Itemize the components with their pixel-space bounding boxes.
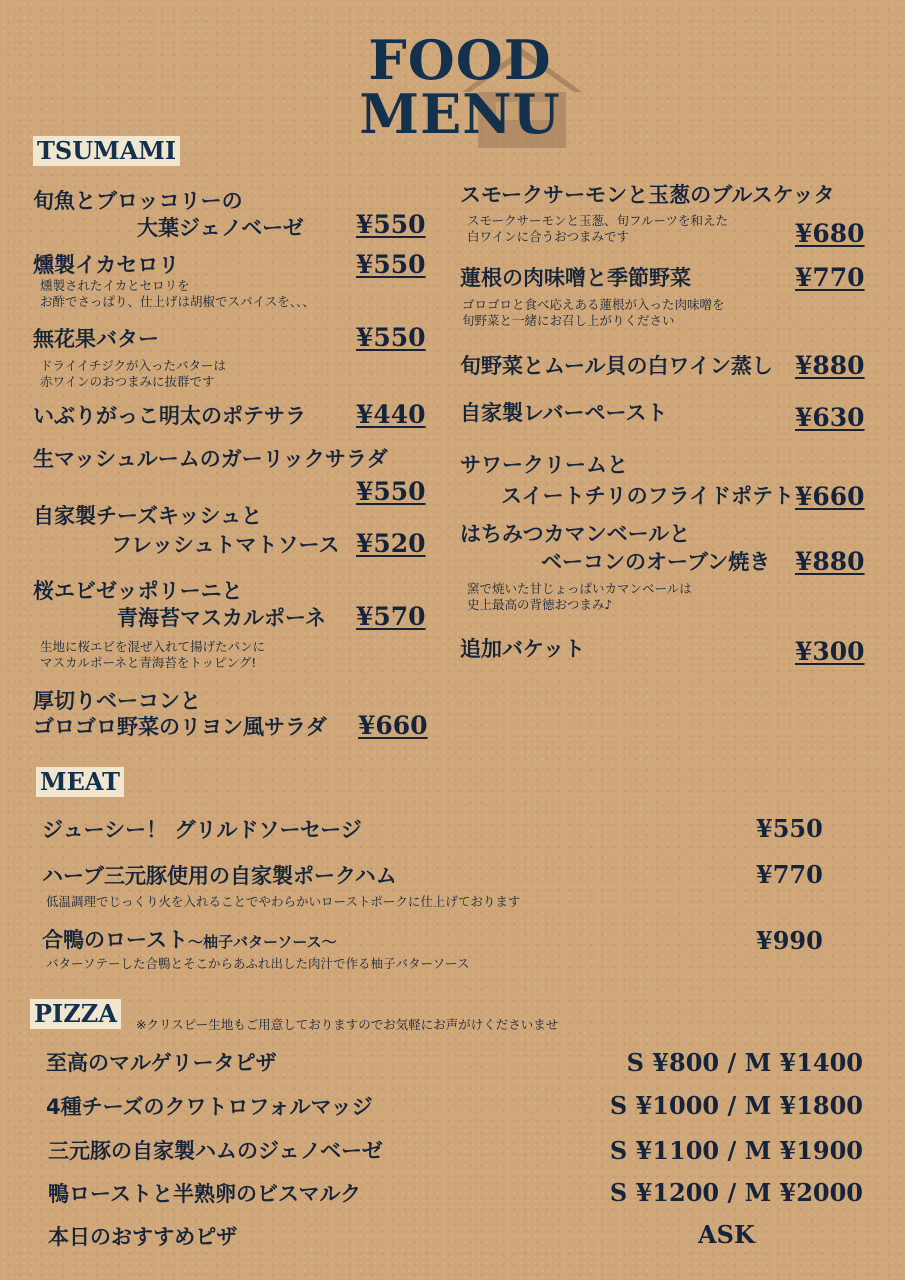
menu-item-name: ベーコンのオーブン焼き <box>541 550 771 574</box>
menu-item-price: ¥550 <box>356 323 426 352</box>
section-meat-heading: MEAT <box>36 767 124 797</box>
pizza-item-price: S ¥1000 / M ¥1800 <box>609 1091 863 1120</box>
pizza-item-price: S ¥800 / M ¥1400 <box>626 1048 863 1077</box>
menu-item-desc: ゴロゴロと食べ応えある蓮根が入った肉味噌を <box>462 297 725 312</box>
meat-item-price: ¥990 <box>756 926 823 955</box>
menu-item-name: フレッシュトマトソース <box>111 533 340 557</box>
pizza-note: ※クリスピー生地もご用意しておりますのでお気軽にお声がけくださいませ <box>136 1017 559 1032</box>
menu-item-desc: 白ワインに合うおつまみです <box>467 229 630 244</box>
menu-item-name: 燻製イカセロリ <box>33 253 180 277</box>
menu-item-name: 蓮根の肉味噌と季節野菜 <box>460 266 691 290</box>
menu-item-name: 桜エビゼッポリーニと <box>33 579 243 603</box>
menu-item-desc: スモークサーモンと玉葱、旬フルーツを和えた <box>467 213 729 228</box>
pizza-item-name: 至高のマルゲリータピザ <box>46 1051 277 1075</box>
meat-item-price: ¥770 <box>756 860 823 889</box>
menu-item-price: ¥550 <box>356 250 426 279</box>
pizza-item-name: 鴨ローストと半熟卵のビスマルク <box>48 1182 362 1206</box>
menu-item-name: 自家製チーズキッシュと <box>33 504 263 528</box>
menu-item-name: 追加バケット <box>460 637 585 661</box>
menu-item-name: サワークリームと <box>460 453 628 477</box>
menu-item-price: ¥440 <box>356 400 426 429</box>
meat-item-desc: バターソテーした合鴨とそこからあふれ出した肉汁で作る柚子バターソース <box>46 956 470 971</box>
menu-item-price: ¥660 <box>358 711 428 740</box>
menu-item-name: 厚切りベーコンと <box>33 689 201 713</box>
menu-item-name: 自家製レバーペースト <box>460 401 668 425</box>
menu-item-price: ¥550 <box>356 210 426 239</box>
menu-item-desc: 生地に桜エビを混ぜ入れて揚げたパンに <box>40 639 266 654</box>
menu-item-name: ゴロゴロ野菜のリヨン風サラダ <box>33 715 327 739</box>
menu-item-price: ¥660 <box>795 482 865 511</box>
menu-item-name: 旬野菜とムール貝の白ワイン蒸し <box>460 354 773 378</box>
menu-item-desc: お酢でさっぱり、仕上げは胡椒でスパイスを、、、 <box>40 294 315 309</box>
menu-title-food: FOOD <box>368 28 552 92</box>
pizza-item-price: S ¥1200 / M ¥2000 <box>609 1178 863 1207</box>
menu-item-desc: 旬野菜と一緒にお召し上がりください <box>462 313 675 328</box>
menu-item-price: ¥520 <box>356 529 426 558</box>
menu-item-desc: ドライイチジクが入ったバターは <box>40 358 227 373</box>
menu-item-price: ¥680 <box>795 219 865 248</box>
menu-item-price: ¥880 <box>795 351 865 380</box>
menu-item-price: ¥880 <box>795 547 865 576</box>
meat-item-desc: 低温調理でじっくり火を入れることでやわらかいローストポークに仕上げております <box>46 894 521 909</box>
menu-item-price: ¥570 <box>356 602 426 631</box>
menu-item-desc: 燻製されたイカとセロリを <box>40 278 190 293</box>
meat-item-name: ハーブ三元豚使用の自家製ポークハム <box>42 864 397 888</box>
meat-item-price: ¥550 <box>756 814 823 843</box>
meat-item-name: 合鴨のロースト〜柚子バターソース〜 <box>42 928 337 952</box>
menu-item-name: スモークサーモンと玉葱のブルスケッタ <box>460 183 835 207</box>
menu-item-name: いぶりがっこ明太のポテサラ <box>33 404 306 428</box>
pizza-item-name: 本日のおすすめピザ <box>48 1225 238 1249</box>
pizza-item-name: 三元豚の自家製ハムのジェノベーゼ <box>48 1139 383 1163</box>
menu-item-desc: 赤ワインのおつまみに抜群です <box>40 374 215 389</box>
menu-item-name: 旬魚とブロッコリーの <box>33 189 243 213</box>
menu-item-desc: マスカルポーネと青海苔をトッピング! <box>40 655 257 670</box>
menu-item-name: 青海苔マスカルポーネ <box>117 606 326 630</box>
menu-item-name: スイートチリのフライドポテト <box>501 484 794 508</box>
menu-item-price: ¥630 <box>795 403 865 432</box>
menu-item-price: ¥770 <box>795 263 865 292</box>
menu-item-name: 無花果バター <box>33 327 159 351</box>
menu-item-name: はちみつカマンベールと <box>460 522 691 546</box>
meat-item-name: ジューシー！ グリルドソーセージ <box>42 818 362 842</box>
pizza-item-price: ASK <box>698 1220 755 1249</box>
section-tsumami-heading: TSUMAMI <box>33 136 180 166</box>
menu-item-name: 生マッシュルームのガーリックサラダ <box>33 447 388 471</box>
menu-title-menu: MENU <box>359 82 561 146</box>
pizza-item-name: 4種チーズのクワトロフォルマッジ <box>46 1095 373 1119</box>
menu-item-desc: 史上最高の背徳おつまみ♪ <box>467 597 613 612</box>
menu-item-price: ¥550 <box>356 477 426 506</box>
menu-item-price: ¥300 <box>795 637 865 666</box>
menu-item-name: 大葉ジェノベーゼ <box>137 216 304 240</box>
menu-item-desc: 窯で焼いた甘じょっぱいカマンベールは <box>467 581 692 596</box>
section-pizza-heading: PIZZA <box>30 999 121 1029</box>
pizza-item-price: S ¥1100 / M ¥1900 <box>609 1136 863 1165</box>
